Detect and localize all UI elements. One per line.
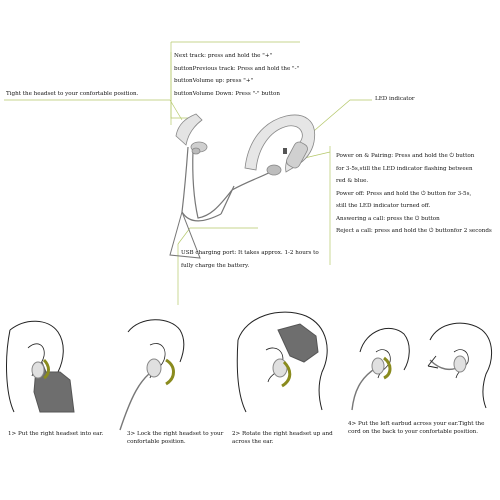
usb-line: USB charging port: It takes approx. 1-2 hours to [181,250,319,256]
step4-illustration-a [352,328,409,410]
cable-line [120,368,158,430]
power-line: Power off: Press and hold the ⏻ button for 3-5s, [336,190,472,197]
step-caption-line: 3> Lock the right headset to your [127,431,224,437]
power-line: red & blue. [336,178,369,184]
step3-illustration [120,320,184,430]
power-line: for 3-5s,still the LED indicator flashing between [336,165,473,172]
step-caption-line: cord on the back to your confortable position. [348,429,479,435]
track-line: buttonVolume Down: Press "-" button [174,90,280,97]
hand-silhouette [278,324,318,362]
step-caption-line: 4> Put the left earbud across your ear.Tight the [348,421,485,427]
power-line: still the LED indicator turned off. [336,203,431,209]
tight-fit-label: Tight the headset to your confortable position. [6,91,139,97]
earbud-in-ear [32,362,44,378]
cable-line [352,368,376,410]
track-line: Next track: press and hold the "+" [174,53,273,59]
lock-arrow [166,360,174,384]
track-line: buttonVolume up: press "+" [174,78,254,84]
power-line: Reject a call: press and hold the ⏻ buttonfor 2 seconds [336,228,492,234]
step-caption-3 [127,430,223,446]
step-caption-2 [232,430,333,446]
step-caption-line: across the ear. [232,439,274,445]
power-line: Answering a call: press the ⏻ button [336,215,440,222]
step4-illustration-b [428,323,492,408]
power-line: Power on & Pairing: Press and hold the ⏻ button [336,153,475,159]
track-line: buttonPrevious track: Press and hold the "-" [174,65,300,72]
step1-illustration [7,321,74,412]
step-caption-line: confortable position. [127,439,186,445]
step-caption-line: 2> Rotate the right headset up and [232,431,333,437]
step-caption-1 [8,430,103,438]
step-caption-line: 1> Put the right headset into ear. [8,431,104,437]
led-indicator-label: LED indicator [375,96,415,102]
step2-illustration [237,312,327,412]
usb-line: fully charge the battery. [181,262,250,269]
step-caption-4 [348,420,484,436]
